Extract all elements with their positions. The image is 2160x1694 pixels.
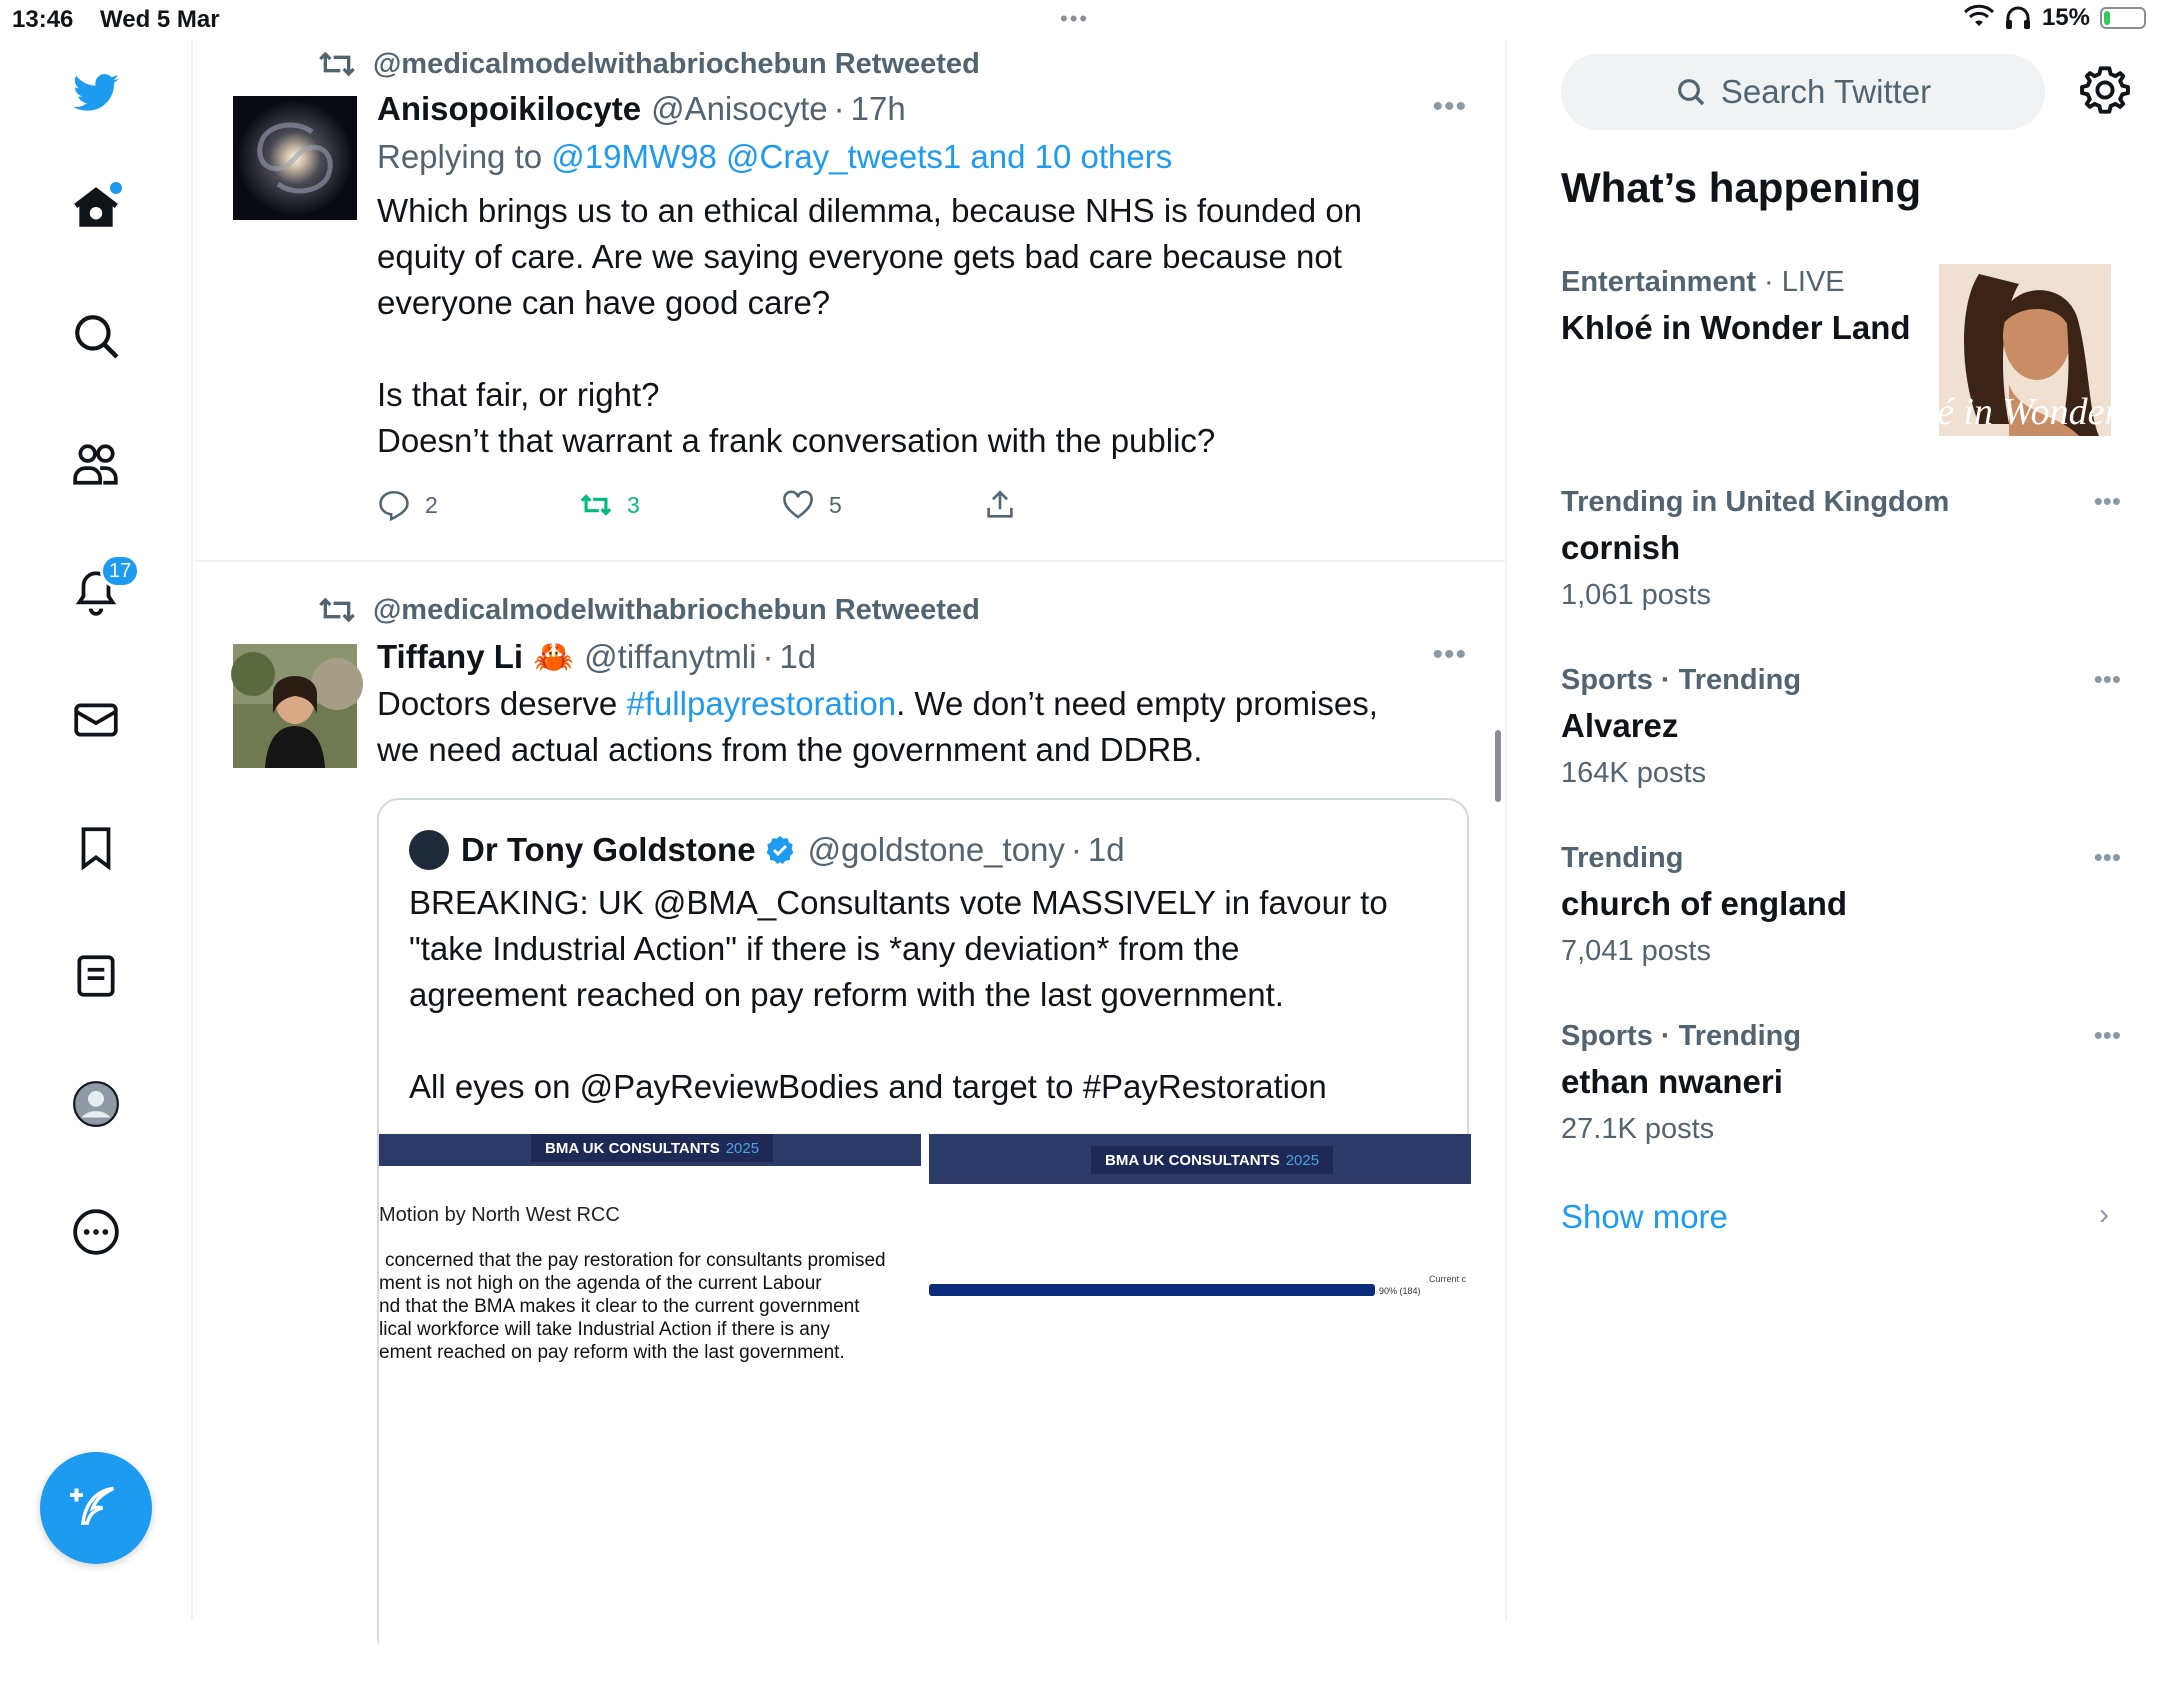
trend-thumbnail-image[interactable]	[1937, 264, 2150, 436]
quoted-avatar[interactable]	[409, 830, 449, 870]
slide-heading: Motion by North West RCC	[379, 1204, 620, 1226]
quoted-text-line: agreement reached on pay reform with the last government.	[409, 976, 1284, 1013]
trend-category	[1561, 1020, 2121, 1053]
quoted-tweet-header	[379, 800, 1467, 870]
result-bar	[929, 1284, 1375, 1296]
retweet-icon	[579, 488, 613, 522]
like-button[interactable]	[781, 488, 983, 522]
tweet-text-line: Which brings us to an ethical dilemma, because NHS is founded on	[377, 192, 1363, 229]
trend-name: church of england	[1561, 885, 1848, 922]
compose-feather-icon	[70, 1482, 122, 1534]
trend-category-label: Trending in United Kingdom	[1561, 486, 1950, 518]
slide-banner-year: 2025	[1285, 1151, 1320, 1169]
crab-emoji: 🦀	[533, 638, 575, 675]
search-icon	[1675, 76, 1707, 108]
trend-post-count: 7,041 posts	[1561, 935, 1711, 967]
verified-badge-icon	[764, 834, 796, 866]
retweet-button[interactable]	[579, 488, 781, 522]
trend-post-count: 164K posts	[1561, 757, 1707, 789]
tweet-more-icon[interactable]: •••	[1432, 90, 1467, 123]
slide-body	[379, 1249, 886, 1364]
tweet-body	[377, 90, 1467, 522]
share-button[interactable]	[983, 488, 1185, 522]
status-date: Wed 5 Mar	[100, 6, 220, 33]
trend-item[interactable]	[1561, 486, 2121, 612]
trend-more-icon[interactable]: •••	[2093, 664, 2121, 694]
avatar[interactable]	[233, 644, 357, 768]
heart-icon	[781, 488, 815, 522]
result-bar-label: 90% (184)	[1379, 1286, 1421, 1296]
more-options-icon[interactable]	[66, 1202, 126, 1262]
timeline	[195, 40, 1507, 1620]
tweet-time[interactable]: 1d	[779, 638, 817, 675]
status-indicators	[1964, 4, 2146, 32]
slide-banner-text: BMA UK CONSULTANTS	[545, 1139, 720, 1157]
home-icon[interactable]	[66, 178, 126, 238]
tweet-text-line: equity of care. Are we saying everyone gets bad care because not	[377, 238, 1342, 275]
wifi-icon	[1964, 6, 1994, 30]
trend-thumbnail-caption: é in Wonder L	[1937, 391, 2150, 433]
trend-name: Alvarez	[1561, 707, 1679, 744]
avatar[interactable]	[233, 96, 357, 220]
trend-category	[1561, 486, 2121, 519]
status-bar	[0, 0, 2160, 40]
trend-item[interactable]	[1561, 664, 2121, 790]
trend-post-count: 27.1K posts	[1561, 1113, 1715, 1145]
tweet-text-line: everyone can have good care?	[377, 284, 831, 321]
author-handle[interactable]: @Anisocyte	[651, 90, 828, 127]
replying-to	[377, 138, 1467, 176]
search-input[interactable]	[1561, 54, 2045, 130]
quoted-text-blank	[409, 1018, 1437, 1064]
tweet[interactable]	[195, 40, 1507, 562]
side-nav	[0, 40, 193, 1620]
quoted-text-line: BREAKING: UK @BMA_Consultants vote MASSIVELY in favour to	[409, 884, 1388, 921]
tweet-text	[377, 188, 1467, 464]
retweeted-by-label: @medicalmodelwithabriochebun Retweeted	[373, 593, 980, 626]
notifications-bell-icon[interactable]	[66, 559, 132, 622]
hashtag-link[interactable]: #fullpayrestoration	[626, 685, 897, 722]
retweet-small-icon	[317, 44, 357, 84]
media-image-slide-results[interactable]	[929, 1134, 1471, 1694]
separator-dot: ·	[833, 90, 845, 127]
retweet-context	[317, 590, 980, 630]
trend-category-label: Entertainment	[1561, 266, 1756, 298]
chevron-right-icon[interactable]: ›	[2099, 1198, 2109, 1231]
tweet-text-line	[377, 681, 1467, 727]
reply-count: 2	[425, 491, 438, 518]
quoted-tweet-time[interactable]: 1d	[1087, 831, 1125, 868]
trend-category-label: Sports · Trending	[1561, 1020, 1802, 1052]
tweet-text-line: Doesn’t that warrant a frank conversation with the public?	[377, 422, 1216, 459]
slide-banner	[379, 1134, 921, 1166]
slide-banner-year: 2025	[725, 1139, 760, 1157]
quoted-tweet[interactable]	[377, 798, 1469, 1658]
separator-dot: ·	[1070, 831, 1082, 868]
slide-body-line: ement reached on pay reform with the last government.	[379, 1342, 845, 1363]
retweet-small-icon	[317, 590, 357, 630]
retweeted-by-label: @medicalmodelwithabriochebun Retweeted	[373, 47, 980, 80]
trend-more-icon[interactable]: •••	[2093, 486, 2121, 516]
tweet-header	[377, 90, 1467, 128]
author-name[interactable]: Tiffany Li	[377, 638, 524, 675]
tweet[interactable]	[195, 562, 1507, 1622]
trend-category-label: Trending	[1561, 842, 1684, 874]
media-image-slide-motion[interactable]	[379, 1134, 921, 1694]
trend-more-icon[interactable]: •••	[2093, 842, 2121, 872]
whats-happening-title: What’s happening	[1561, 164, 1922, 211]
bookmarks-icon[interactable]	[66, 818, 126, 878]
trend-item[interactable]	[1561, 1020, 2121, 1146]
slide-banner	[929, 1134, 1471, 1184]
slide-body-line: nd that the BMA makes it clear to the current government	[379, 1296, 860, 1317]
search-placeholder: Search Twitter	[1720, 73, 1932, 110]
right-sidebar	[1509, 40, 2160, 1620]
trend-name: Khloé in Wonder Land	[1561, 309, 1911, 346]
messages-mail-icon[interactable]	[66, 690, 126, 750]
trend-item[interactable]	[1561, 842, 2121, 968]
quoted-author-handle[interactable]: @goldstone_tony	[807, 831, 1065, 868]
trend-category	[1561, 842, 2121, 875]
slide-body-line: concerned that the pay restoration for consultants promised	[385, 1250, 886, 1271]
tweet-text	[377, 681, 1467, 773]
result-legend: Current c	[1429, 1274, 1467, 1284]
trend-category	[1561, 664, 2121, 697]
trend-name: cornish	[1561, 529, 1681, 566]
explore-search-icon[interactable]	[66, 306, 126, 366]
trend-category-label: Sports · Trending	[1561, 664, 1802, 696]
slide-body-line: ment is not high on the agenda of the current Labour	[379, 1273, 822, 1294]
compose-tweet-button[interactable]	[40, 1452, 152, 1564]
lists-icon[interactable]	[66, 946, 126, 1006]
reply-icon	[377, 488, 411, 522]
tweet-time[interactable]: 17h	[850, 90, 906, 127]
author-handle[interactable]: @tiffanytmli	[584, 638, 757, 675]
tweet-text-segment: Doctors deserve	[377, 685, 627, 722]
communities-icon[interactable]	[66, 434, 126, 494]
separator-dot: ·	[762, 638, 774, 675]
reply-button[interactable]	[377, 488, 579, 522]
quoted-text-line: "take Industrial Action" if there is *any deviation* from the	[409, 930, 1240, 967]
trend-name: ethan nwaneri	[1561, 1063, 1783, 1100]
trend-live-label: LIVE	[1781, 266, 1845, 298]
quoted-media	[379, 1134, 1471, 1694]
scrollbar-thumb[interactable]	[1495, 730, 1501, 802]
tweet-text-line: we need actual actions from the government and DDRB.	[377, 731, 1203, 768]
replying-prefix: Replying to	[377, 138, 543, 175]
settings-gear-icon[interactable]	[2079, 64, 2131, 116]
home-unread-dot	[110, 182, 122, 194]
like-count: 5	[829, 491, 842, 518]
tweet-body	[377, 638, 1467, 773]
retweet-count: 3	[627, 491, 640, 518]
tweet-more-icon[interactable]: •••	[1432, 638, 1467, 671]
quoted-text-line: All eyes on @PayReviewBodies and target to #PayRestoration	[409, 1068, 1327, 1105]
notifications-badge: 17	[100, 554, 140, 588]
replying-to-users[interactable]: @19MW98 @Cray_tweets1 and 10 others	[551, 138, 1173, 175]
retweet-context	[317, 44, 980, 84]
headphones-icon	[2004, 6, 2032, 30]
battery-percent: 15%	[2041, 4, 2090, 31]
status-time: 13:46	[12, 6, 74, 33]
tweet-header	[377, 638, 1467, 677]
slide-banner-label	[1091, 1146, 1333, 1174]
tweet-text-line: Is that fair, or right?	[377, 376, 660, 413]
trend-category: Entertainment · LIVE	[1561, 266, 1845, 298]
trend-more-icon[interactable]: •••	[2093, 1020, 2121, 1050]
quoted-tweet-text	[379, 870, 1467, 1110]
multitasking-dots-icon[interactable]: •••	[1060, 6, 1090, 31]
tweet-text-segment: . We don’t need empty promises,	[896, 685, 1378, 722]
share-icon	[983, 488, 1017, 522]
slide-banner-text: BMA UK CONSULTANTS	[1105, 1151, 1280, 1169]
slide-banner-label	[531, 1134, 773, 1162]
twitter-logo-icon[interactable]	[66, 64, 126, 124]
show-more-link[interactable]: Show more	[1561, 1198, 1728, 1235]
battery-icon	[2100, 7, 2146, 29]
trend-post-count: 1,061 posts	[1561, 579, 1711, 611]
slide-body-line: lical workforce will take Industrial Action if there is any	[379, 1319, 830, 1340]
profile-avatar-icon[interactable]	[66, 1074, 126, 1134]
tweet-actions	[377, 488, 1467, 522]
quoted-author-name[interactable]: Dr Tony Goldstone	[461, 831, 756, 868]
tweet-text-blank	[377, 326, 1467, 372]
author-name[interactable]: Anisopoikilocyte	[377, 90, 642, 127]
